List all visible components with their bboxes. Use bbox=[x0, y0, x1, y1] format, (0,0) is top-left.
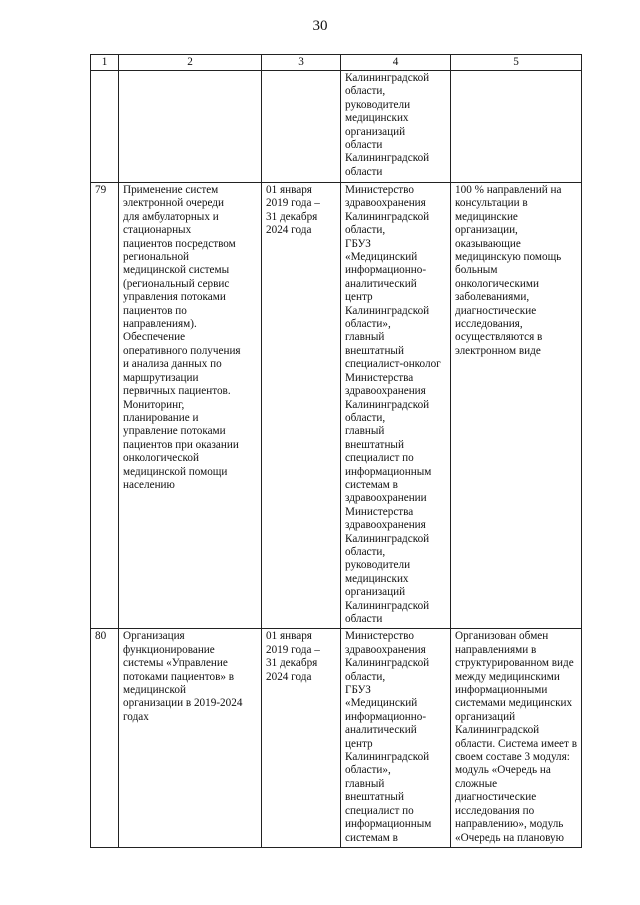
table-header-row bbox=[91, 55, 582, 71]
measure-cell: Применение систем электронной очереди для амбулаторных и стационарных пациентов посредством региональной медицинской системы (региональный сервис управления потоками пациентов по направлениям). Обеспечение оперативного получения и анализа данных по маршрутизации первичных пациентов. Мониторинг, планирование и управление потоками пациентов при оказании онкологической медицинской помощи населению bbox=[119, 183, 262, 629]
measure-cell: Организация функционирование системы «Управление потоками пациентов» в медицинской организации в 2019-2024 годах bbox=[119, 629, 262, 848]
column-header: 2 bbox=[119, 55, 262, 71]
period-cell: 01 января 2019 года – 31 декабря 2024 года bbox=[262, 183, 341, 629]
measures-table bbox=[90, 54, 582, 848]
table-row bbox=[91, 71, 582, 183]
row-number-cell bbox=[91, 71, 119, 183]
measure-cell bbox=[119, 71, 262, 183]
column-header: 4 bbox=[341, 55, 451, 71]
column-header: 1 bbox=[91, 55, 119, 71]
table-row bbox=[91, 183, 582, 629]
executors-cell: Калининградской области, руководители медицинских организаций области Калининградской области bbox=[341, 71, 451, 183]
row-number-cell: 80 bbox=[91, 629, 119, 848]
period-cell: 01 января 2019 года – 31 декабря 2024 года bbox=[262, 629, 341, 848]
result-cell: Организован обмен направлениями в структурированном виде между медицинскими информационными системами медицинских организаций Калининградской области. Система имеет в своем составе 3 модуля: модуль «Очередь на сложные диагностические исследования по направлению», модуль «Очередь на плановую bbox=[451, 629, 582, 848]
column-header: 5 bbox=[451, 55, 582, 71]
row-number-cell: 79 bbox=[91, 183, 119, 629]
column-header: 3 bbox=[262, 55, 341, 71]
result-cell: 100 % направлений на консультации в медицинские организации, оказывающие медицинскую помощь больным онкологическими заболеваниями, диагностические исследования, осуществляются в электронном виде bbox=[451, 183, 582, 629]
executors-cell: Министерство здравоохранения Калининградской области, ГБУЗ «Медицинский информационно- аналитический центр Калининградской области», главный внештатный специалист-онколог Министерства здравоохранения Калининградской области, главный внештатный специалист по информационным системам в здравоохранении Министерства здравоохранения Калининградской области, руководители медицинских организаций Калининградской области bbox=[341, 183, 451, 629]
page-number: 30 bbox=[312, 18, 328, 34]
table-row bbox=[91, 629, 582, 848]
executors-cell: Министерство здравоохранения Калининградской области, ГБУЗ «Медицинский информационно- аналитический центр Калининградской области», главный внештатный специалист по информационным системам в bbox=[341, 629, 451, 848]
period-cell bbox=[262, 71, 341, 183]
result-cell bbox=[451, 71, 582, 183]
